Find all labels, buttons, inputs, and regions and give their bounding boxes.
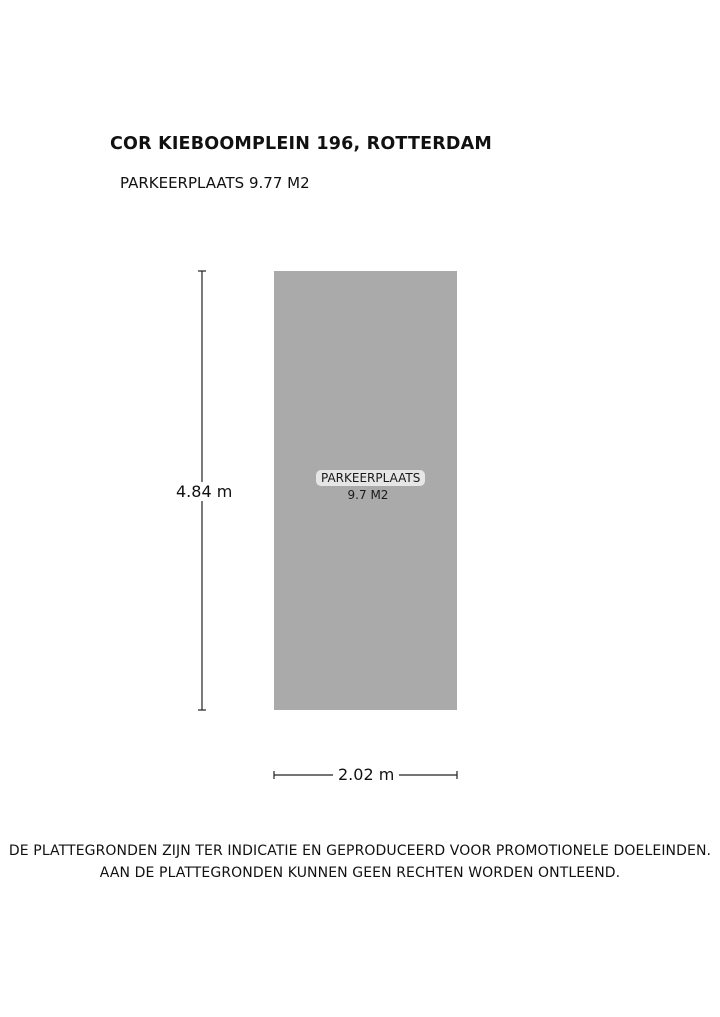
room-area: 9.7 M2 [347,488,389,502]
disclaimer-line: DE PLATTEGRONDEN ZIJN TER INDICATIE EN GEPRODUCEERD VOOR PROMOTIONELE DOELEINDEN. [8,843,712,859]
height-dimension-label: 4.84 m [176,482,233,501]
room-label [316,467,420,502]
disclaimer-line: AAN DE PLATTEGRONDEN KUNNEN GEEN RECHTEN WORDEN ONTLEEND. [99,865,621,881]
disclaimer [0,840,720,884]
page-subtitle: PARKEERPLAATS 9.77 M2 [120,174,310,192]
page-title: COR KIEBOOMPLEIN 196, ROTTERDAM [110,134,493,154]
width-dimension-label: 2.02 m [333,765,399,784]
room-name: PARKEERPLAATS [316,470,425,486]
